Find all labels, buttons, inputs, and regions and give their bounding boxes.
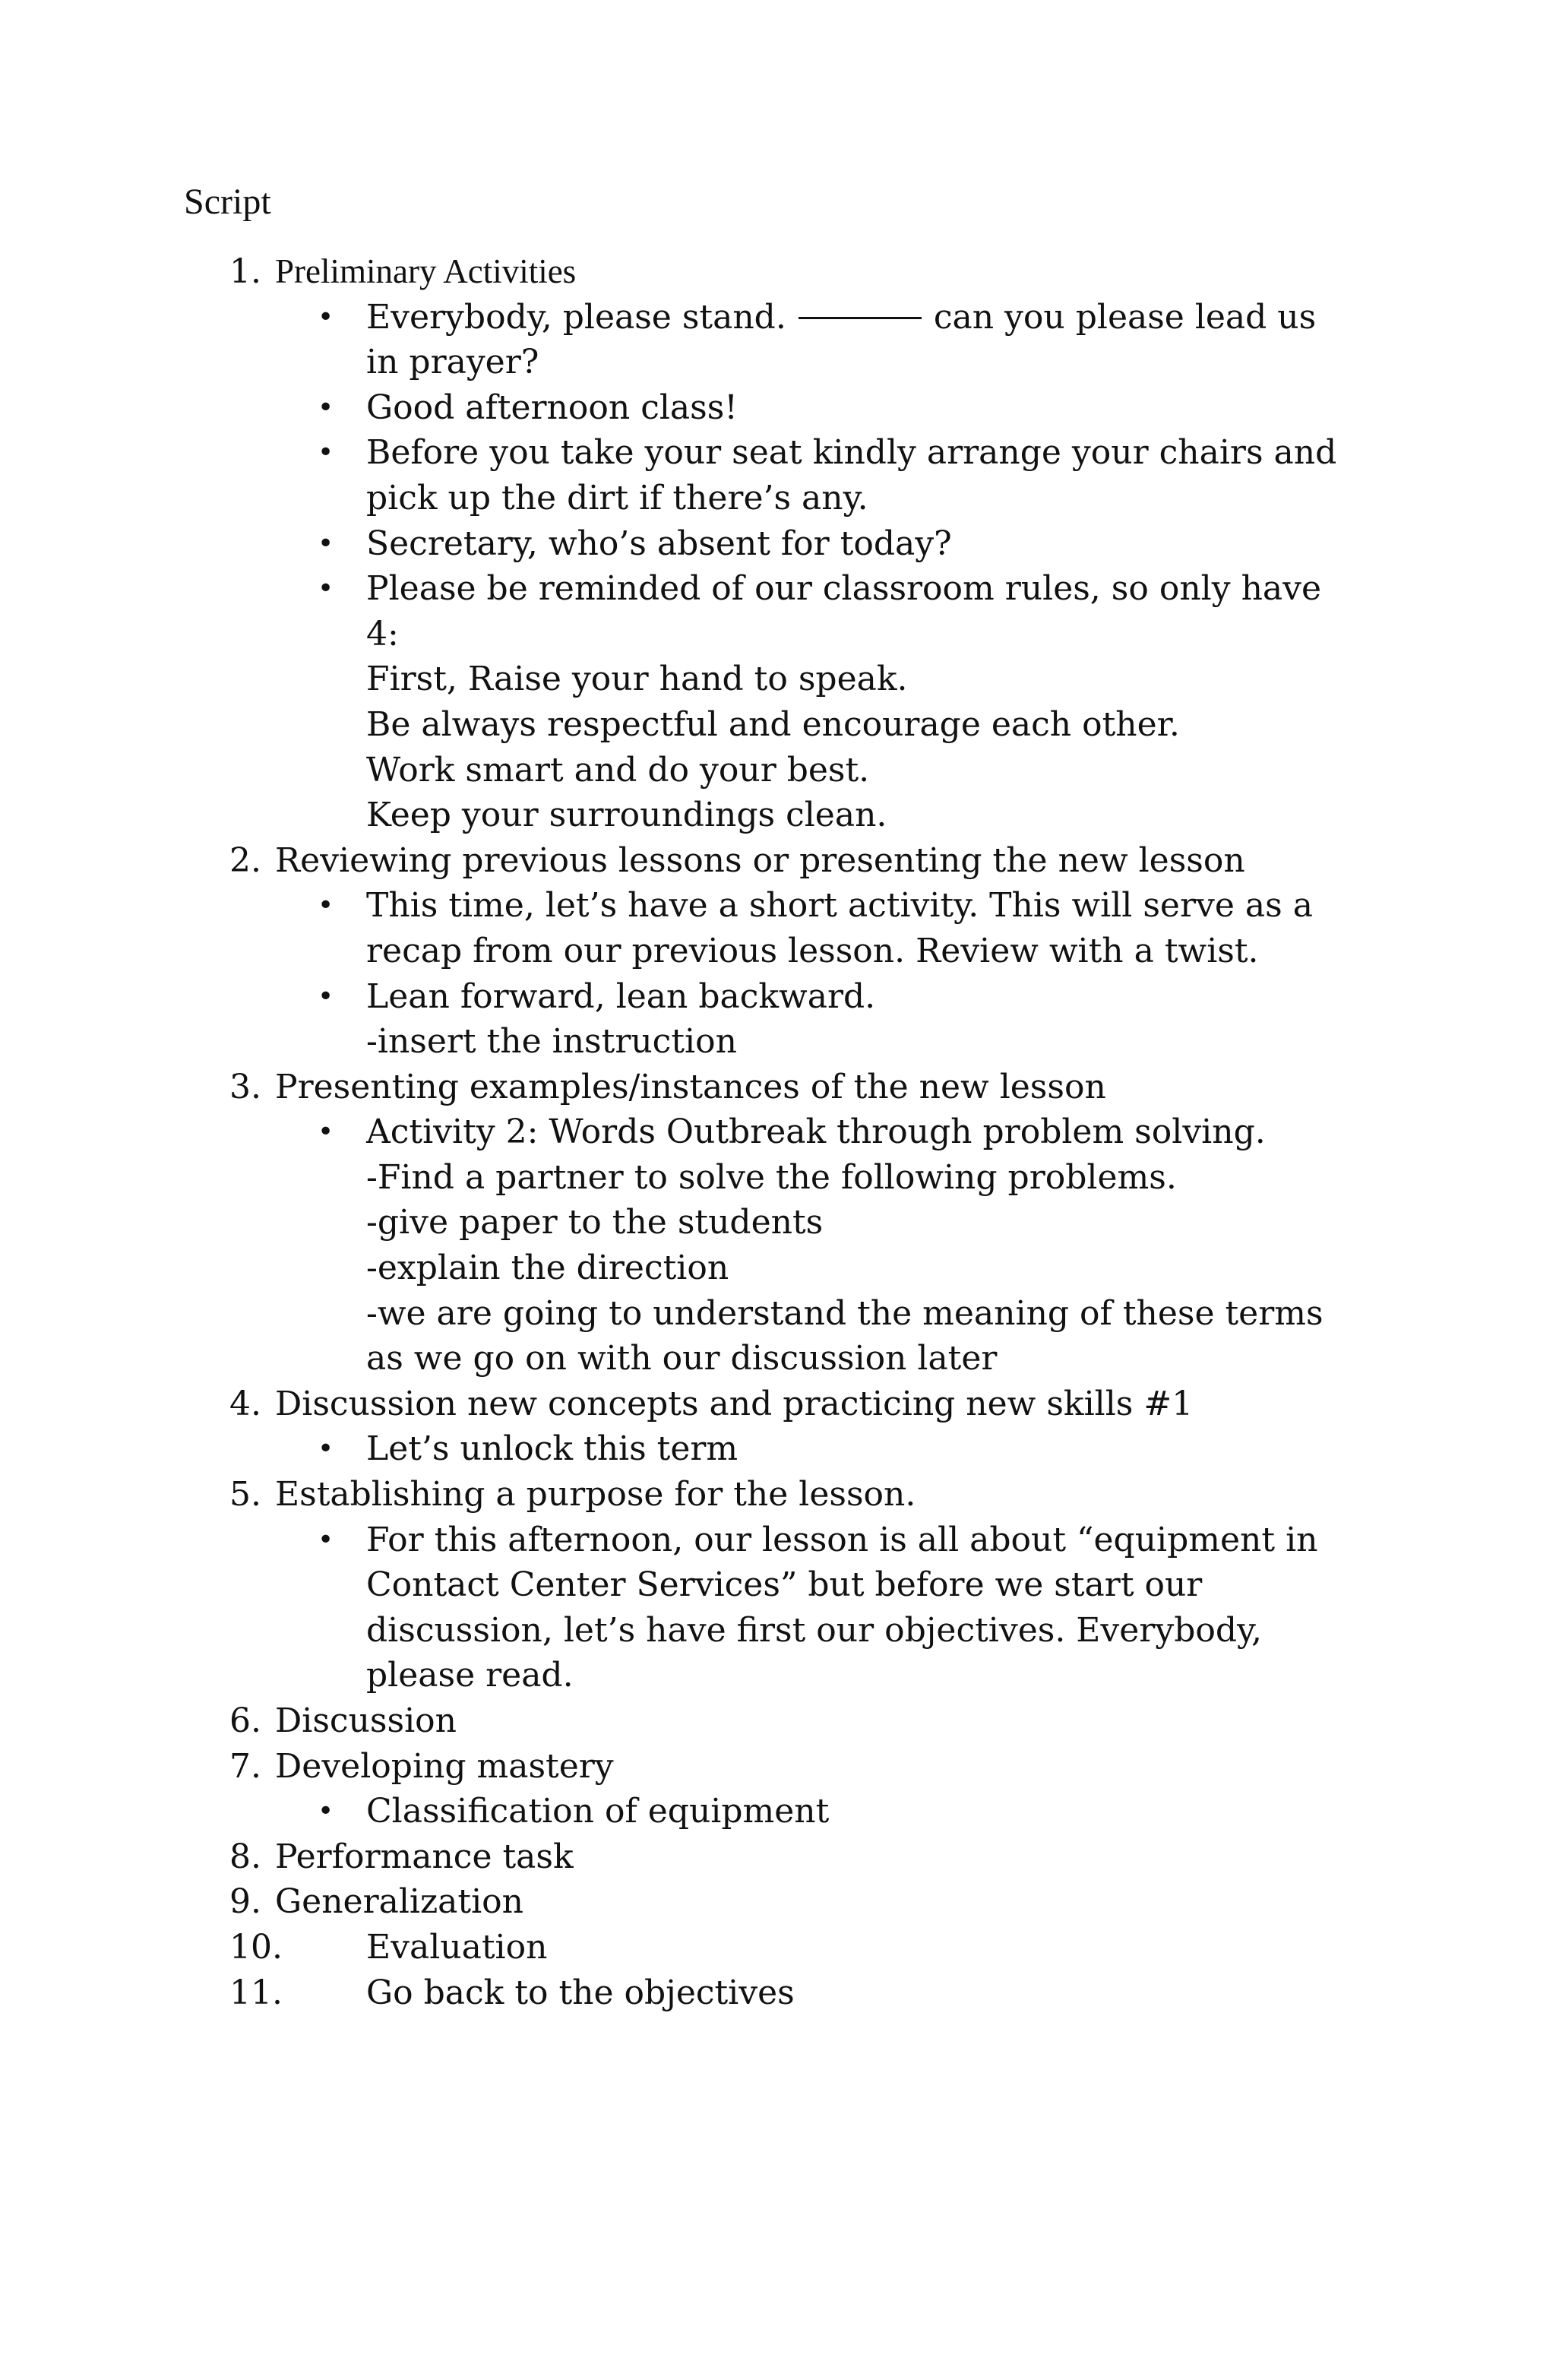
item-heading: Go back to the objectives — [366, 1973, 795, 2012]
list-item — [0, 249, 1556, 295]
bullet-item — [0, 1789, 1556, 1834]
item-number: 10. — [229, 1927, 283, 1967]
note-line — [0, 1291, 1556, 1337]
item-heading: Developing mastery — [275, 1746, 614, 1786]
bullet-item — [0, 385, 1556, 431]
item-heading: Preliminary Activities — [275, 252, 577, 290]
item-heading: Establishing a purpose for the lesson. — [275, 1475, 916, 1514]
bullet-text: -insert the instruction — [366, 1022, 737, 1062]
list-item — [0, 1970, 1556, 2016]
item-heading: Performance task — [275, 1837, 574, 1876]
note-line — [0, 1200, 1556, 1245]
bullet-text: For this afternoon, our lesson is all about “equipment in — [366, 1520, 1318, 1559]
bullet-icon: • — [318, 573, 334, 605]
bullet-continuation — [0, 1653, 1556, 1698]
note-line — [0, 1155, 1556, 1201]
bullet-text: recap from our previous lesson. Review with a twist. — [366, 931, 1259, 970]
rule-line — [0, 657, 1556, 702]
list-item — [0, 1925, 1556, 1970]
bullet-item — [0, 295, 1556, 340]
bullet-continuation — [0, 612, 1556, 657]
item-number: 6. — [229, 1701, 261, 1740]
bullet-icon: • — [318, 1116, 334, 1148]
list-item — [0, 838, 1556, 884]
item-number: 2. — [229, 840, 261, 880]
bullet-icon: • — [318, 1433, 334, 1465]
bullet-text: 4: — [366, 614, 399, 654]
bullet-item — [0, 566, 1556, 612]
item-number: 5. — [229, 1475, 261, 1514]
rule-line — [0, 748, 1556, 793]
bullet-continuation — [0, 929, 1556, 974]
bullet-item — [0, 883, 1556, 929]
rule-line — [0, 702, 1556, 748]
bullet-text: Good afternoon class! — [366, 388, 738, 427]
item-heading: Discussion new concepts and practicing new skills #1 — [275, 1384, 1194, 1423]
bullet-item — [0, 430, 1556, 476]
item-number: 8. — [229, 1837, 261, 1876]
bullet-icon: • — [318, 1524, 334, 1556]
note-text: -Find a partner to solve the following problems. — [366, 1157, 1177, 1197]
script-outline — [0, 249, 1556, 2015]
list-item — [0, 1834, 1556, 1880]
bullet-text: Activity 2: Words Outbreak through problem solving. — [366, 1112, 1266, 1152]
item-heading: Presenting examples/instances of the new lesson — [275, 1067, 1106, 1106]
bullet-icon: • — [318, 527, 334, 559]
note-text: as we go on with our discussion later — [366, 1339, 998, 1378]
bullet-icon: • — [318, 1796, 334, 1828]
fill-in-blank — [799, 316, 922, 319]
bullet-item — [0, 1109, 1556, 1155]
list-item — [0, 1381, 1556, 1427]
bullet-continuation — [0, 1608, 1556, 1654]
bullet-text: Contact Center Services” but before we start our — [366, 1565, 1203, 1605]
note-text: -explain the direction — [366, 1249, 729, 1288]
item-number: 1. — [229, 252, 261, 291]
list-item — [0, 1879, 1556, 1925]
bullet-item — [0, 521, 1556, 567]
bullet-text: in prayer? — [366, 343, 539, 382]
rule-text: Be always respectful and encourage each other. — [366, 704, 1180, 744]
bullet-text: please read. — [366, 1656, 574, 1695]
item-number: 11. — [229, 1973, 283, 2012]
bullet-text: discussion, let’s have first our objectives. Everybody, — [366, 1610, 1263, 1650]
bullet-item — [0, 974, 1556, 1020]
bullet-item — [0, 1518, 1556, 1563]
item-number: 4. — [229, 1384, 261, 1423]
bullet-text: Let’s unlock this term — [366, 1429, 738, 1469]
bullet-item — [0, 1426, 1556, 1472]
bullet-text: pick up the dirt if there’s any. — [366, 478, 868, 517]
note-line — [0, 1336, 1556, 1381]
item-heading: Evaluation — [366, 1927, 548, 1967]
note-text: -give paper to the students — [366, 1203, 824, 1242]
rule-line — [0, 793, 1556, 838]
bullet-icon: • — [318, 301, 334, 333]
list-item — [0, 1698, 1556, 1744]
item-number: 9. — [229, 1882, 261, 1922]
note-text: -we are going to understand the meaning of these terms — [366, 1293, 1324, 1333]
bullet-text: Everybody, please stand. can you please lead us — [366, 297, 1317, 337]
bullet-text: Lean forward, lean backward. — [366, 976, 876, 1016]
page-title: Script — [184, 182, 271, 222]
list-item — [0, 1472, 1556, 1518]
bullet-icon: • — [318, 437, 334, 469]
list-item — [0, 1065, 1556, 1110]
rule-text: Keep your surroundings clean. — [366, 796, 887, 835]
item-heading: Discussion — [275, 1701, 457, 1740]
bullet-continuation — [0, 476, 1556, 521]
bullet-text: Before you take your seat kindly arrange your chairs and — [366, 433, 1337, 473]
rule-text: First, Raise your hand to speak. — [366, 660, 908, 699]
bullet-text: Secretary, who’s absent for today? — [366, 524, 952, 563]
bullet-icon: • — [318, 391, 334, 423]
bullet-continuation — [0, 340, 1556, 385]
item-heading: Generalization — [275, 1882, 523, 1922]
item-number: 7. — [229, 1746, 261, 1786]
note-line — [0, 1245, 1556, 1291]
bullet-text: Classification of equipment — [366, 1792, 830, 1831]
bullet-continuation — [0, 1562, 1556, 1608]
bullet-icon: • — [318, 980, 334, 1012]
bullet-text: This time, let’s have a short activity. This will serve as a — [366, 886, 1313, 926]
bullet-text: Please be reminded of our classroom rules, so only have — [366, 569, 1322, 609]
rule-text: Work smart and do your best. — [366, 750, 870, 790]
bullet-continuation — [0, 1019, 1556, 1065]
list-item — [0, 1744, 1556, 1790]
item-heading: Reviewing previous lessons or presenting the new lesson — [275, 840, 1245, 880]
item-number: 3. — [229, 1067, 261, 1106]
bullet-icon: • — [318, 890, 334, 922]
